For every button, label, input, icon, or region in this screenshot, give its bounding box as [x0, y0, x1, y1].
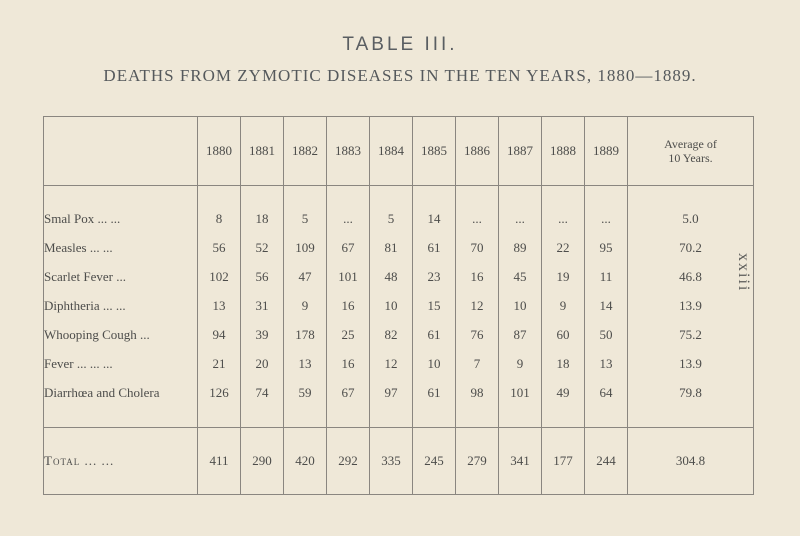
death-count-cell: 18: [241, 204, 284, 233]
death-count-cell: 9: [542, 291, 585, 320]
death-count-cell: 9: [284, 291, 327, 320]
disease-name: Scarlet Fever ...: [44, 262, 198, 291]
death-count-cell: 14: [413, 204, 456, 233]
header-year: 1888: [542, 117, 585, 186]
death-count-cell: 7: [456, 349, 499, 378]
death-count-cell: 13: [284, 349, 327, 378]
death-count-cell: 56: [241, 262, 284, 291]
disease-row: [44, 291, 754, 320]
death-count-cell: 102: [198, 262, 241, 291]
death-count-cell: 18: [542, 349, 585, 378]
death-count-cell: 74: [241, 378, 284, 407]
page-number: xxiii: [735, 253, 752, 293]
death-count-cell: 5: [284, 204, 327, 233]
average-cell: 46.8: [628, 262, 754, 291]
death-count-cell: 45: [499, 262, 542, 291]
death-count-cell: 21: [198, 349, 241, 378]
death-count-cell: 411: [198, 428, 241, 495]
header-year: 1881: [241, 117, 284, 186]
disease-row: [44, 320, 754, 349]
death-count-cell: 5: [370, 204, 413, 233]
average-header-line2: 10 Years.: [668, 151, 713, 165]
average-cell: 75.2: [628, 320, 754, 349]
header-year: 1887: [499, 117, 542, 186]
death-count-cell: 101: [499, 378, 542, 407]
header-year: 1884: [370, 117, 413, 186]
header-blank-cell: [44, 117, 198, 186]
disease-row: [44, 378, 754, 407]
header-row: [44, 117, 754, 186]
death-count-cell: 89: [499, 233, 542, 262]
death-count-cell: 16: [327, 349, 370, 378]
disease-row: [44, 204, 754, 233]
total-row: [44, 428, 754, 495]
header-year: 1889: [585, 117, 628, 186]
death-count-cell: 81: [370, 233, 413, 262]
death-count-cell: 39: [241, 320, 284, 349]
death-count-cell: 8: [198, 204, 241, 233]
table-title: TABLE III.: [342, 34, 458, 55]
death-count-cell: 67: [327, 378, 370, 407]
death-count-cell: 126: [198, 378, 241, 407]
header-year: 1885: [413, 117, 456, 186]
death-count-cell: 177: [542, 428, 585, 495]
average-cell: 13.9: [628, 349, 754, 378]
death-count-cell: ...: [499, 204, 542, 233]
death-count-cell: 94: [198, 320, 241, 349]
death-count-cell: 13: [585, 349, 628, 378]
death-count-cell: 341: [499, 428, 542, 495]
death-count-cell: 290: [241, 428, 284, 495]
header-year: 1880: [198, 117, 241, 186]
zymotic-deaths-table: [43, 116, 754, 495]
death-count-cell: 25: [327, 320, 370, 349]
spacer-row: [44, 407, 754, 428]
header-average: [628, 117, 754, 186]
disease-row: [44, 349, 754, 378]
death-count-cell: 12: [370, 349, 413, 378]
death-count-cell: 23: [413, 262, 456, 291]
death-count-cell: 22: [542, 233, 585, 262]
header-year: 1883: [327, 117, 370, 186]
average-cell: 70.2: [628, 233, 754, 262]
death-count-cell: 279: [456, 428, 499, 495]
death-count-cell: 47: [284, 262, 327, 291]
disease-name: Smal Pox ... ...: [44, 204, 198, 233]
average-cell: 13.9: [628, 291, 754, 320]
average-header-line1: Average of: [664, 137, 717, 151]
death-count-cell: 60: [542, 320, 585, 349]
average-cell: 79.8: [628, 378, 754, 407]
death-count-cell: 20: [241, 349, 284, 378]
death-count-cell: ...: [542, 204, 585, 233]
death-count-cell: 19: [542, 262, 585, 291]
death-count-cell: 178: [284, 320, 327, 349]
death-count-cell: ...: [585, 204, 628, 233]
death-count-cell: 335: [370, 428, 413, 495]
disease-row: [44, 233, 754, 262]
header-year: 1886: [456, 117, 499, 186]
death-count-cell: 14: [585, 291, 628, 320]
death-count-cell: 61: [413, 233, 456, 262]
death-count-cell: 95: [585, 233, 628, 262]
table-subtitle: DEATHS FROM ZYMOTIC DISEASES IN THE TEN YEARS, 1880—1889.: [103, 66, 697, 85]
disease-name: Diarrhœa and Cholera: [44, 378, 198, 407]
total-label: Total ... ...: [44, 428, 198, 495]
death-count-cell: 82: [370, 320, 413, 349]
spacer-row: [44, 186, 754, 205]
death-count-cell: 61: [413, 320, 456, 349]
death-count-cell: 48: [370, 262, 413, 291]
death-count-cell: 11: [585, 262, 628, 291]
death-count-cell: 16: [327, 291, 370, 320]
death-count-cell: 420: [284, 428, 327, 495]
death-count-cell: 50: [585, 320, 628, 349]
death-count-cell: 70: [456, 233, 499, 262]
death-count-cell: 10: [499, 291, 542, 320]
death-count-cell: 10: [413, 349, 456, 378]
death-count-cell: 87: [499, 320, 542, 349]
disease-name: Measles ... ...: [44, 233, 198, 262]
death-count-cell: 101: [327, 262, 370, 291]
death-count-cell: ...: [327, 204, 370, 233]
death-count-cell: 15: [413, 291, 456, 320]
disease-name: Whooping Cough ...: [44, 320, 198, 349]
header-year: 1882: [284, 117, 327, 186]
disease-name: Diphtheria ... ...: [44, 291, 198, 320]
death-count-cell: 31: [241, 291, 284, 320]
death-count-cell: 109: [284, 233, 327, 262]
death-count-cell: 49: [542, 378, 585, 407]
death-count-cell: 98: [456, 378, 499, 407]
death-count-cell: 244: [585, 428, 628, 495]
disease-name: Fever ... ... ...: [44, 349, 198, 378]
death-count-cell: 16: [456, 262, 499, 291]
average-cell: 304.8: [628, 428, 754, 495]
disease-row: [44, 262, 754, 291]
death-count-cell: ...: [456, 204, 499, 233]
death-count-cell: 76: [456, 320, 499, 349]
death-count-cell: 10: [370, 291, 413, 320]
death-count-cell: 52: [241, 233, 284, 262]
death-count-cell: 59: [284, 378, 327, 407]
death-count-cell: 97: [370, 378, 413, 407]
death-count-cell: 61: [413, 378, 456, 407]
death-count-cell: 56: [198, 233, 241, 262]
average-cell: 5.0: [628, 204, 754, 233]
death-count-cell: 64: [585, 378, 628, 407]
death-count-cell: 67: [327, 233, 370, 262]
death-count-cell: 292: [327, 428, 370, 495]
death-count-cell: 9: [499, 349, 542, 378]
death-count-cell: 13: [198, 291, 241, 320]
death-count-cell: 12: [456, 291, 499, 320]
death-count-cell: 245: [413, 428, 456, 495]
